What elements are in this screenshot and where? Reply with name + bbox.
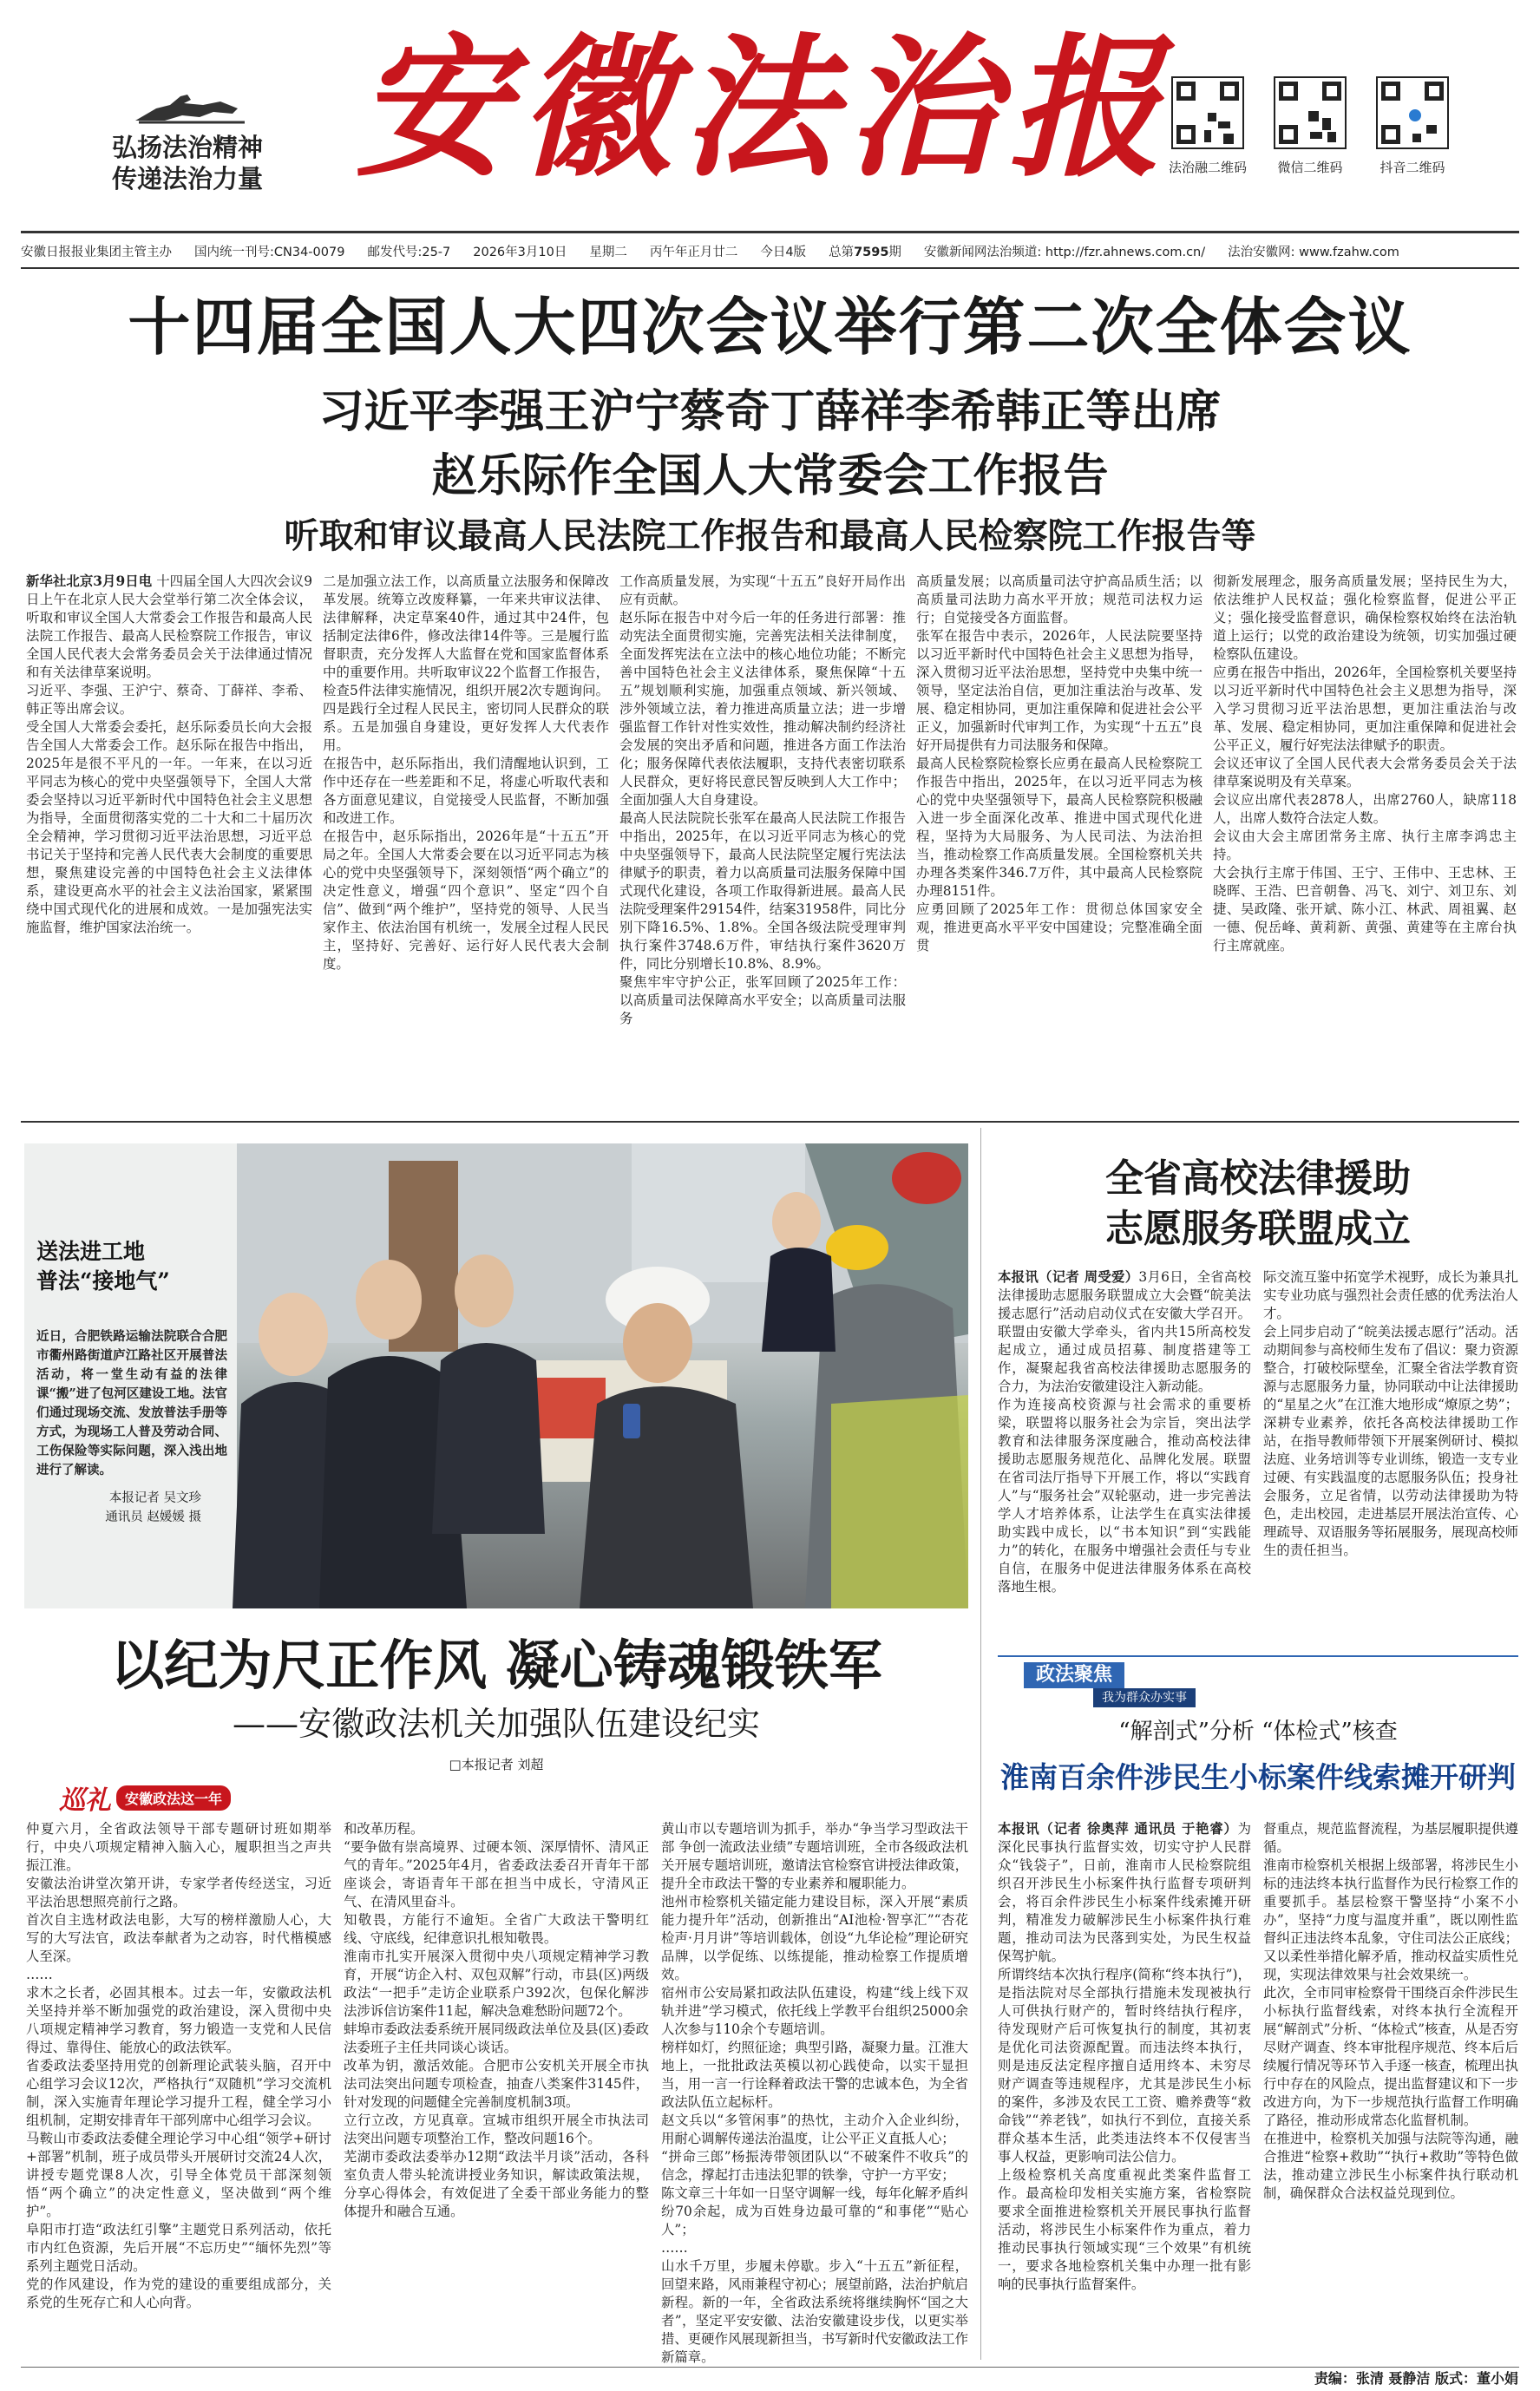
- page-count: 今日4版: [760, 246, 807, 259]
- post-code: 邮发代号:25-7: [367, 246, 451, 259]
- website-link[interactable]: 法治安徽网: www.fzahw.com: [1228, 246, 1399, 259]
- box-column-text: 为深化民事执行监督实效，切实守护人民群众“钱袋子”，日前，淮南市人民检察院组织召开涉民生小标案件执行监督专项研判会，将百余件涉民生小标案件线索摊开研判，精准发力破解涉民生小标案件执行难题，推动司法为民落到实处，为民生权益保驾护航。 所谓终结本次执行程序(简称“终本执行”)，是指法院对尽全部执行措施未发现被执行人可供执行财产的，暂时终结执行程序，待发现财产后可恢复执行的制度，其初衷是优化司法资源配置。而违法终本执行，则是违反法定程序擅自适用终本、未穷尽财产调查等违规程序，尤其是涉民生小标的案件，多涉及农民工工资、赡养费等“救命钱”“养老钱”，如执行不到位，直接关系群众基本生活，此类违法终本不仅侵害当事人权益，更影响司法公信力。 上级检察机关高度重视此类案件监督工作。最高检印发相关实施方案，省检察院要求全面推进检察机关开展民事执行监督活动，将涉民生小标案件作为重点，着力推动民事执行领域实现“三个效果”有机统一，要求各地检察机关集中办理一批有影响的民事执行监督案件。: [998, 1821, 1251, 2292]
- divider: [21, 231, 1519, 233]
- box-headline: 淮南百余件涉民生小标案件线索摊开研判: [1000, 1760, 1516, 1794]
- qr-group: [1163, 75, 1527, 196]
- feature-subhead: ——安徽政法机关加强队伍建设纪实: [232, 1705, 760, 1743]
- section-badge: [59, 1782, 231, 1816]
- lunar-date: 丙午年正月廿二: [649, 246, 738, 259]
- article-column: 际交流互鉴中拓宽学术视野，成长为兼具扎实专业功底与强烈社会责任感的优秀法治人才。 会上同步启动了“皖美法援志愿行”活动。活动期间参与高校师生发布了倡议：聚力资源整合，打破校际壁垒，汇聚全省法学教育资源与志愿服务力量，协同联动中让法律援助的“星星之火”在江淮大地形成“燎原之势”；深耕专业素养，依托各高校法律援助工作站，在指导教师带领下开展案例研讨、模拟法庭、业务培训等专业训练，锻造一支专业过硬、有实践温度的志愿服务队伍；投身社会服务，立足省情，以劳动法律援助为特色，走出校园，走进基层开展法治宣传、心理疏导、双语服务等拓展服务，展现高校师生的责任担当。: [1263, 1269, 1518, 1558]
- box-column: 督重点，规范监督流程，为基层履职提供遵循。 淮南市检察机关根据上级部署，将涉民生小标的违法终本执行监督作为民行检察工作的重要抓手。基层检察干警坚持“小案不小办”，坚持“力度与温度并重”，既以刚性监督纠正违法终本乱象，守住司法公正底线；又以柔性举措化解矛盾，推动权益实质性兑现，实现法律效果与社会效果统一。 此次，全市同审检察骨干围绕百余件涉民生小标执行监督线索，对终本执行全流程开展“解剖式”分析、“体检式”核查，从是否穷尽财产调查、终本审批程序规范、终本后后续履行情况等环节入手逐一核查，梳理出执行中存在的风险点，提出监督建议和下一步改进方向，为下一步规范执行监督工作明确了路径，推动形成常态化监督机制。 在推进中，检察机关加强与法院等沟通，融合推进“检察+救助”“执行+救助”等特色做法，推动建立涉民生小标案件执行联动机制，确保群众合法权益兑现到位。: [1263, 1821, 1518, 2201]
- editor-credit: 责编：张清 聂静洁 版式：董小娟: [1314, 2370, 1518, 2387]
- photo-credit-line: 本报记者 吴文珍: [108, 1491, 201, 1505]
- feature-column: 黄山市以专题培训为抓手，举办“争当学习型政法干部 争创一流政法业绩”专题培训班，全市各级政法机关开展专题培训班，邀请法官检察官讲授法律政策，提升全市政法干警的专业素养和履职能力。 池州市检察机关锚定能力建设目标，深入开展“素质能力提升年”活动，创新推出“AI池检·智享汇”“杏花检声·月月讲”等培训载体，创设“九华论检”理论研究品牌，以学促练、以练提能，推动检察工作提质增效。 宿州市公安局紧扣政法队伍建设，构建“线上线下双轨并进”学习模式，依托线上学教平台组织25000余人次参与110余个专题培训。 榜样如灯，约照征途；典型引路，凝聚力量。江淮大地上，一批批政法英模以初心践使命，以实干显担当，用一言一行诠释着政法干警的忠诚本色，为全省政法队伍立起标杆。 赵文兵以“多管闲事”的热忱，主动介入企业纠纷，用耐心调解传递法治温度，让公平正义直抵人心； “拼命三郎”杨振涛带领团队以“不破案件不收兵”的信念，撑起打击违法犯罪的铁拳，守护一方平安； 陈文章三十年如一日坚守调解一线，每年化解矛盾纠纷70余起，成为百姓身边最可靠的“和事佬”“贴心人”； …… 山水千万里，步履未停歇。步入“十五五”新征程，回望来路，风雨兼程守初心；展望前路，法治护航启新程。新的一年，全省政法系统将继续胸怀“国之大者”，坚定平安安徽、法治安徽建设步伐，以更实举措、更硬作风展现新担当，书写新时代安徽政法工作新篇章。: [661, 1821, 968, 2365]
- article-headline-line: 全省高校法律援助: [1105, 1156, 1411, 1201]
- section-badge-sub: 安徽政法这一年: [116, 1785, 231, 1811]
- divider: [21, 1121, 1519, 1123]
- feature-headline: 以纪为尺正作风 凝心铸魂锻铁军: [110, 1634, 882, 1697]
- lead-column: 二是加强立法工作，以高质量立法服务和保障改革发展。统筹立改废释纂，一年来共审议法律、法律解释，决定草案40件，通过其中24件，包括制定法律6件，修改法律14件等。三是履行监督职责，充分发挥人大监督在党和国家监督体系中的重要作用。共听取审议22个监督工作报告，检查5件法律实施情况，组织开展2次专题询问。四是践行全过程人民民主，密切同人民群众的联系。五是加强自身建设，更好发挥人大代表作用。 在报告中，赵乐际指出，我们清醒地认识到，工作中还存在一些差距和不足，将虚心听取代表和各方面意见建议，自觉接受人民监督，不断加强和改进工作。 在报告中，赵乐际指出，2026年是“十五五”开局之年。全国人大常委会要在以习近平同志为核心的党中央坚强领导下，深刻领悟“两个确立”的决定性意义，增强“四个意识”、坚定“四个自信”、做到“两个维护”，坚持党的领导、人民当家作主、依法治国有机统一，发展全过程人民民主，坚持好、完善好、运行好人民代表大会制度。: [323, 573, 609, 972]
- article-headline: [998, 1154, 1518, 1254]
- issue-date: 2026年3月10日: [473, 246, 567, 259]
- divider: [980, 1128, 981, 2360]
- weekday: 星期二: [589, 246, 627, 259]
- qr-label: 抖音二维码: [1379, 160, 1445, 175]
- feature-column: 仲夏六月，全省政法领导干部专题研讨班如期举行，中央八项规定精神入脑入心，履职担当之声共振江淮。 安徽法治讲堂次第开讲，专家学者传经送宝，习近平法治思想照亮前行之路。 首次自主选材政法电影，大写的榜样激励人心，大写的大写法官，政法奉献者为之动容，时代楷模感人至深。 …… 求木之长者，必固其根本。过去一年，安徽政法机关坚持并举不断加强党的政治建设，深入贯彻中央八项规定精神学习教育，努力锻造一支党和人民信得过、靠得住、能放心的政法铁军。 省委政法委坚持用党的创新理论武装头脑，召开中心组学习会议12次，严格执行“双随机”学习交流机制，深入实施青年理论学习提升工程，健全学习小组机制，定期安排青年干部列席中心组学习会议。 马鞍山市委政法委健全理论学习中心组“领学+研讨+部署”机制，班子成员带头开展研讨交流24人次，讲授专题党课8人次，引导全体党员干部深刻领悟“两个确立”的决定性意义，坚决做到“两个维护”。 阜阳市打造“政法红引擎”主题党日系列活动，依托市内红色资源，先后开展“不忘历史”“缅怀先烈”等系列主题党日活动。 党的作风建设，作为党的建设的重要组成部分，关系党的生死存亡和人心向背。: [26, 1821, 331, 2310]
- photo-caption-title: [36, 1237, 227, 1296]
- photo-credit: [36, 1489, 227, 1527]
- lead-subhead-1: 习近平李强王沪宁蔡奇丁薛祥李希韩正等出席: [318, 386, 1222, 438]
- lead-column: 工作高质量发展，为实现“十五五”良好开局作出应有贡献。 赵乐际在报告中对今后一年的任务进行部署：推动宪法全面贯彻实施，完善宪法相关法律制度，全面发挥宪法在立法中的核心地位功能；不断完善中国特色社会主义法律体系，聚焦保障“十五五”规划顺利实施，加强重点领域、新兴领域、涉外领域立法，着力推进高质量立法；进一步增强监督工作针对性实效性，推动解决制约经济社会发展的突出矛盾和问题，推进各方面工作法治化；服务保障代表依法履职，支持代表密切联系人民群众，更好将民意民智反映到人大工作中；全面加强人大自身建设。 最高人民法院院长张军在最高人民法院工作报告中指出，2025年，在以习近平同志为核心的党中央坚强领导下，最高人民法院坚定履行宪法法律赋予的职责，着力以高质量司法服务保障中国式现代化建设，各项工作取得新进展。最高人民法院受理案件29154件，结案31958件，同比分别下降16.5%、1.8%。全国各级法院受理审判执行案件3748.6万件，审结执行案件3620万件，同比分别增长10.8%、8.9%。 聚焦牢牢守护公正，张军回顾了2025年工作：以高质量司法保障高水平安全；以高质量司法服务: [619, 573, 906, 1026]
- box-column: [998, 1820, 1251, 2351]
- section-badge-label: 巡礼: [59, 1785, 111, 1816]
- lead-subhead-2: 赵乐际作全国人大常委会工作报告: [431, 450, 1109, 502]
- photo-caption: [36, 1237, 227, 1527]
- column-tag-sub: 我为群众办实事: [1093, 1688, 1196, 1707]
- lead-headline: 十四届全国人大四次会议举行第二次全体会议: [128, 291, 1412, 364]
- qr-label: 微信二维码: [1277, 160, 1343, 175]
- slogan-line-1: 弘扬法治精神: [111, 133, 263, 162]
- column-tag-label: 政法聚焦: [1024, 1662, 1124, 1688]
- slogan: [83, 132, 292, 194]
- masthead-title: 安徽法治报: [355, 18, 1171, 198]
- photo-caption-text: 近日，合肥铁路运输法院联合合肥市衢州路街道庐江路社区开展普法活动，将一堂生动有益的法律课“搬”进了包河区建设工地。法官们通过现场交流、发放普法手册等方式，为现场工人普及劳动合同、工伤保险等实际问题，深入浅出地进行了解读。: [36, 1329, 227, 1477]
- dateline: 新华社北京3月9日电: [26, 573, 153, 589]
- qr-code-icon: [1274, 76, 1347, 149]
- photo-credit-line: 通讯员 赵媛媛 摄: [105, 1510, 201, 1524]
- qr-code-icon: [1376, 76, 1449, 149]
- lead-subhead-3: 听取和审议最高人民法院工作报告和最高人民检察院工作报告等: [284, 515, 1256, 556]
- photo-caption-title-line: 送法进工地: [36, 1239, 146, 1264]
- divider: [21, 2367, 1519, 2368]
- feature-column: 和改革历程。 “要争做有崇高境界、过硬本领、深厚情怀、清风正气的青年。”2025年4月，省委政法委召开青年干部座谈会，寄语青年干部在担当中成长，守清风正气、在清风里奋斗。 知敬畏，方能行不逾矩。全省广大政法干警明红线、守底线，纪律意识扎根知敬畏。 淮南市扎实开展深入贯彻中央八项规定精神学习教育，开展“访企入村、双包双解”行动，市县(区)两级政法“一把手”走访企业联系户392次，包保化解涉法涉诉信访案件11起，解决急难愁盼问题72个。 蚌埠市委政法委系统开展同级政法单位及县(区)委政法委班子主任共同谈心谈话。 改革为钥，激活效能。合肥市公安机关开展全市执法司法突出问题专项检查，抽查八类案件3145件，针对发现的问题健全完善制度机制3项。 立行立改，方见真章。宣城市组织开展全市执法司法突出问题专项整治工作，整改问题16个。 芜湖市委政法委举办12期“政法半月谈”活动，各科室负责人带头轮流讲授业务知识，解读政策法规，分享心得体会，有效促进了全委干部业务能力的整体提升和融合互通。: [344, 1821, 649, 2219]
- issue-number: 总第7595期: [829, 246, 901, 259]
- divider: [998, 1655, 1518, 1657]
- feature-byline: □本报记者 刘超: [449, 1757, 544, 1772]
- issn: 国内统一刊号:CN34-0079: [194, 246, 345, 259]
- lead-column: 高质量发展；以高质量司法守护高品质生活；以高质量司法助力高水平开放；规范司法权力运行；自觉接受各方面监督。 张军在报告中表示，2026年，人民法院要坚持以习近平新时代中国特色社会主义思想为指导，深入贯彻习近平法治思想，坚持党中央集中统一领导，坚定法治自信，更加注重法治与改革、发展、稳定相协同，更加注重保障和促进社会公平正义，加强新时代审判工作，为实现“十五五”良好开局提供有力司法服务和保障。 最高人民检察院检察长应勇在最高人民检察院工作报告中指出，2025年，在以习近平同志为核心的党中央坚强领导下，最高人民检察院积极融入进一步全面深化改革、推进中国式现代化进程，坚持为大局服务、为人民司法、为法治担当，推动检察工作高质量发展。全国检察机关共办理各类案件346.7万件，其中最高人民检察院办理8151件。 应勇回顾了2025年工作：贯彻总体国家安全观，推进更高水平平安中国建设；完整准确全面贯: [916, 573, 1203, 953]
- slogan-line-2: 传递法治力量: [111, 164, 263, 193]
- issue-info: [21, 239, 1519, 265]
- sponsor: 安徽日报报业集团主管主办: [21, 246, 172, 259]
- photo-caption-title-line: 普法“接地气”: [36, 1268, 170, 1294]
- masthead: [0, 0, 1540, 234]
- qr-label: 法治融二维码: [1168, 160, 1247, 175]
- box-byline: 本报讯（记者 徐奥萍 通讯员 于艳睿）: [998, 1821, 1238, 1837]
- article-byline: 本报讯（记者 周受爱）: [998, 1269, 1139, 1285]
- website-link[interactable]: 安徽新闻网法治频道: http://fzr.ahnews.com.cn/: [923, 246, 1206, 259]
- horse-logo-icon: [130, 91, 252, 126]
- column-tag: [1024, 1662, 1249, 1711]
- article-headline-line: 志愿服务联盟成立: [1105, 1207, 1411, 1251]
- lead-column: 彻新发展理念，服务高质量发展；坚持民生为大，依法维护人民权益；强化检察监督，促进公平正义；强化接受监督意识，确保检察权始终在法治轨道上运行；以党的政治建设为统领，切实加强过硬检察队伍建设。 应勇在报告中指出，2026年，全国检察机关要坚持以习近平新时代中国特色社会主义思想为指导，深入学习贯彻习近平法治思想，更加注重法治与改革、发展、稳定相协同，更加注重保障和促进社会公平正义，履行好宪法法律赋予的职责。 会议还审议了全国人民代表大会常务委员会关于法律草案说明及有关草案。 会议应出席代表2878人，出席2760人，缺席118人，出席人数符合法定人数。 会议由大会主席团常务主席、执行主席李鸿忠主持。 大会执行主席于伟国、王宁、王伟中、王忠林、王晓晖、王浩、巴音朝鲁、冯飞、刘宁、刘卫东、刘捷、吴政隆、张开斌、陈小江、林武、周祖翼、赵一德、倪岳峰、黄莉新、黄强、黄建等在主席台执行主席就座。: [1213, 573, 1517, 953]
- lead-column-text: 十四届全国人大四次会议9日上午在北京人民大会堂举行第二次全体会议，听取和审议全国人大常委会工作报告和最高人民法院工作报告、最高人民检察院工作报告，审议全国人民代表大会常务委员会关于法律通过情况和有关法律草案说明。 习近平、李强、王沪宁、蔡奇、丁薛祥、李希、韩正等出席会议。 受全国人大常委会委托，赵乐际委员长向大会报告全国人大常委会工作。赵乐际在报告中指出，2025年是很不平凡的一年。一年来，在以习近平同志为核心的党中央坚强领导下，全国人大常委会坚持以习近平新时代中国特色社会主义思想为指导，全面贯彻落实党的二十大和二十届历次全会精神，学习贯彻习近平法治思想，习近平总书记关于坚持和完善人民代表大会制度的重要思想，聚焦建设完善的中国特色社会主义法律体系，建设更高水平的社会主义法治国家，紧紧围绕中国式现代化的进展和成效。一是加强宪法实施监督，维护国家法治统一。: [26, 573, 312, 935]
- box-kicker: “解剖式”分析 “体检式”核查: [1118, 1719, 1398, 1745]
- article-column: [998, 1268, 1251, 1647]
- qr-code-icon: [1171, 76, 1244, 149]
- article-column-text: 3月6日，全省高校法律援助志愿服务联盟成立大会暨“皖美法援志愿行”活动启动仪式在安徽大学召开。联盟由安徽大学牵头，省内共15所高校发起成立，通过成员招募、制度搭建等工作，凝聚起我省高校法律援助志愿服务的合力，为法治安徽建设注入新动能。 作为连接高校资源与社会需求的重要桥梁，联盟将以服务社会为宗旨，突出法学教育和法律服务深度融合，推动高校法律援助志愿服务规范化、品牌化发展。联盟在省司法厅指导下开展工作，将以“实践育人”与“服务社会”双轮驱动，进一步完善法学人才培养体系，让法学生在真实法律援助实践中成长，以“书本知识”到“实践能力”的转化，在服务中增强社会责任与专业自信，在服务中促进法律服务体系在高校落地生根。: [998, 1269, 1251, 1595]
- lead-column: [26, 573, 312, 1110]
- divider: [21, 267, 1519, 269]
